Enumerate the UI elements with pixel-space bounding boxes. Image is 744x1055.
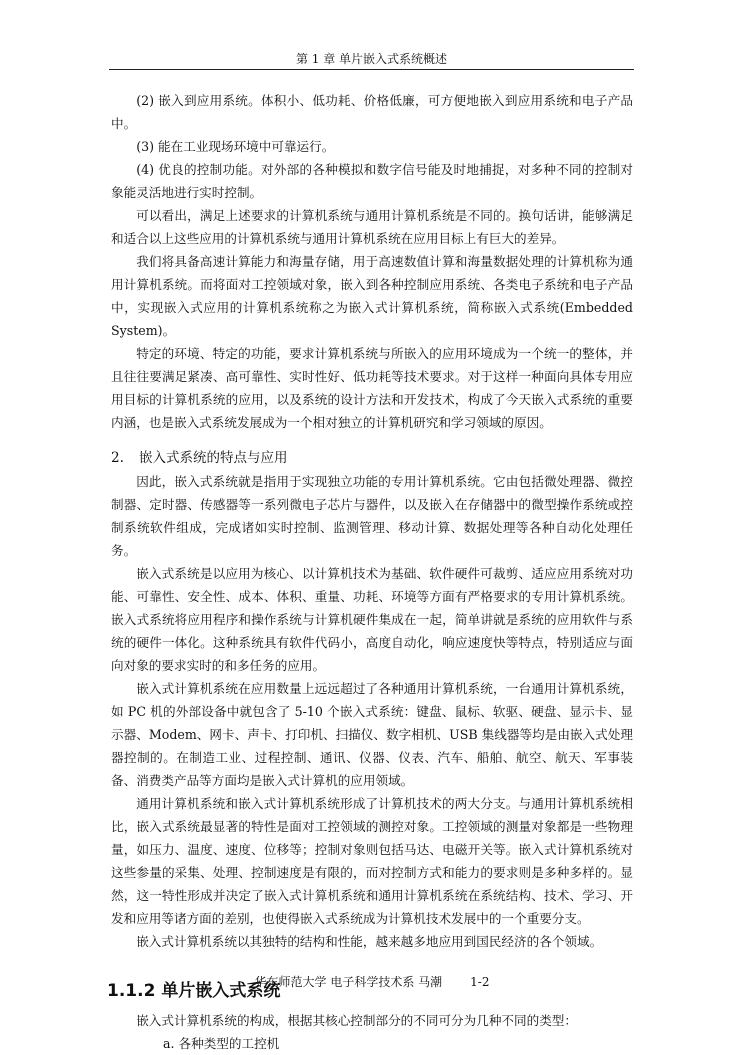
paragraph-control-function: (4) 优良的控制功能。对外部的各种模拟和数字信号能及时地捕捉，对多种不同的控制对象能灵活地进行实时控制。 — [111, 162, 633, 200]
paragraph-difference-summary: 可以看出，满足上述要求的计算机系统与通用计算机系统是不同的。换句话讲，能够满足和适合以上这些应用的计算机系统与通用计算机系统在应用目标上有巨大的差异。 — [111, 208, 633, 246]
page-footer — [0, 973, 744, 990]
section-title: 嵌入式系统的特点与应用 — [139, 450, 288, 466]
paragraph-definitions: 我们将具备高速计算能力和海量存储，用于高速数值计算和海量数据处理的计算机称为通用计算机系统。而将面对工控领域对象，嵌入到各种控制应用系统、各类电子系统和电子产品中，实现嵌入式应用的计算机系统称之为嵌入式计算机系统，简称嵌入式系统(Embedded System)。 — [111, 254, 633, 338]
page-body — [107, 89, 633, 1055]
header-rule — [109, 69, 634, 70]
paragraph-two-branches: 通用计算机系统和嵌入式计算机系统形成了计算机技术的两大分支。与通用计算机系统相比，嵌入式系统最显著的特性是面对工控领域的测控对象。工控领域的测量对象都是一些物理量，如压力、温度、速度、位移等；控制对象则包括马达、电磁开关等。嵌入式计算机系统对这些参量的采集、处理、控制速度是有限的，而对控制方式和能力的要求则是多种多样的。显然，这一特性形成并决定了嵌入式计算机系统和通用计算机系统在系统结构、技术、学习、开发和应用等诸方面的差别，也使得嵌入式系统成为计算机技术发展中的一个重要分支。 — [111, 796, 633, 926]
paragraph-embedded-definition: 因此，嵌入式系统就是指用于实现独立功能的专用计算机系统。它由包括微处理器、微控制器、定时器、传感器等一系列微电子芯片与器件，以及嵌入在存储器中的微型操作系统或控制系统软件组成，完成诸如实时控制、监测管理、移动计算、数据处理等各种自动化处理任务。 — [111, 474, 633, 558]
paragraph-application-quantity: 嵌入式计算机系统在应用数量上远远超过了各种通用计算机系统，一台通用计算机系统，如 PC 机的外部设备中就包含了 5-10 个嵌入式系统：键盘、鼠标、软驱、硬盘、显示卡、显示器、Modem、网卡、声卡、打印机、扫描仪、数字相机、USB 集线器等均是由嵌入式处理器控制的。在制造工业、过程控制、通讯、仪器、仪表、汽车、船舶、航空、航天、军事装备、消费类产品等方面均是嵌入式计算机的应用领域。 — [111, 681, 633, 788]
running-header: 第 1 章 单片嵌入式系统概述 — [295, 52, 448, 66]
footer-text: 华东师范大学 电子科学技术系 马潮 — [254, 975, 443, 989]
paragraph-embedded-to-application: (2) 嵌入到应用系统。体积小、低功耗、价格低廉，可方便地嵌入到应用系统和电子产品中。 — [111, 93, 633, 131]
section-heading-features — [111, 446, 633, 470]
subsection-heading-single-chip: 1.1.2 单片嵌入式系统 — [107, 981, 281, 1001]
paragraph-application-core: 嵌入式系统是以应用为核心、以计算机技术为基础、软件硬件可裁剪、适应应用系统对功能、可靠性、安全性、成本、体积、重量、功耗、环境等方面有严格要求的专用计算机系统。嵌入式系统将应用程序和操作系统与计算机硬件集成在一起，简单讲就是系统的应用软件与系统的硬件一体化。这种系统具有软件代码小，高度自动化，响应速度快等特点，特别适应与面向对象的要求实时的和多任务的应用。 — [111, 566, 633, 673]
paragraph-composition: 嵌入式计算机系统的构成，根据其核心控制部分的不同可分为几种不同的类型： — [136, 1013, 577, 1028]
page-number: 1-2 — [470, 975, 490, 989]
section-number: 2. — [111, 450, 124, 466]
paragraph-specific-environment: 特定的环境、特定的功能，要求计算机系统与所嵌入的应用环境成为一个统一的整体，并且往往要满足紧凑、高可靠性、实时性好、低功耗等技术要求。对于这样一种面向具体专用应用目标的计算机系统的应用，以及系统的设计方法和开发技术，构成了今天嵌入式系统的重要内涵，也是嵌入式系统发展成为一个相对独立的计算机研究和学习领域的原因。 — [111, 346, 633, 430]
list-item-industrial-pc: a. 各种类型的工控机 — [163, 1036, 280, 1051]
paragraph-wide-application: 嵌入式计算机系统以其独特的结构和性能，越来越多地应用到国民经济的各个领域。 — [136, 934, 603, 949]
paragraph-reliable-operation: (3) 能在工业现场环境中可靠运行。 — [136, 139, 335, 154]
